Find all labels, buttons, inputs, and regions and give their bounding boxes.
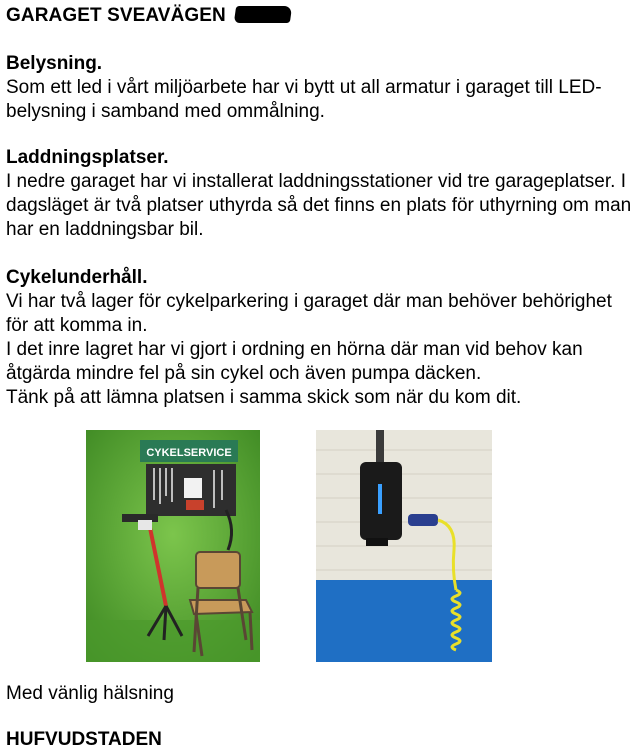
section-paragraph: Tänk på att lämna platsen i samma skick som när du kom dit.	[6, 387, 522, 408]
section-paragraph: Vi har två lager för cykelparkering i garaget där man behöver behörighet för att komma in.	[6, 291, 612, 336]
document-title	[6, 5, 291, 27]
charging-station-photo	[316, 430, 492, 662]
title-text: GARAGET SVEAVÄGEN	[6, 5, 226, 26]
section-paragraph: Som ett led i vårt miljöarbete har vi bytt ut all armatur i garaget till LED-belysning i samband med ommålning.	[6, 77, 602, 122]
section-paragraph: I nedre garaget har vi installerat laddningsstationer vid tre garageplatser. I dagsläget är två platser uthyrda så det finns en plats för uthyrning om man har en laddningsbar bil.	[6, 171, 632, 240]
sign-text: CYKELSERVICE	[146, 447, 232, 459]
charging-station-illustration	[316, 430, 492, 662]
section-charging	[6, 146, 638, 242]
closing-greeting: Med vänlig hälsning	[6, 683, 174, 704]
redaction-mark	[234, 6, 292, 23]
section-bike-maintenance	[6, 266, 638, 410]
section-heading: Laddningsplatser.	[6, 147, 169, 168]
section-heading: Cykelunderhåll.	[6, 267, 148, 288]
signature: HUFVUDSTADEN	[6, 729, 162, 750]
section-lighting	[6, 52, 638, 124]
bike-service-photo	[86, 430, 260, 662]
section-heading: Belysning.	[6, 53, 103, 74]
section-paragraph: I det inre lagret har vi gjort i ordning en hörna där man vid behov kan åtgärda mindre fel på sin cykel och även pumpa däcken.	[6, 339, 583, 384]
bike-service-illustration	[86, 430, 260, 662]
